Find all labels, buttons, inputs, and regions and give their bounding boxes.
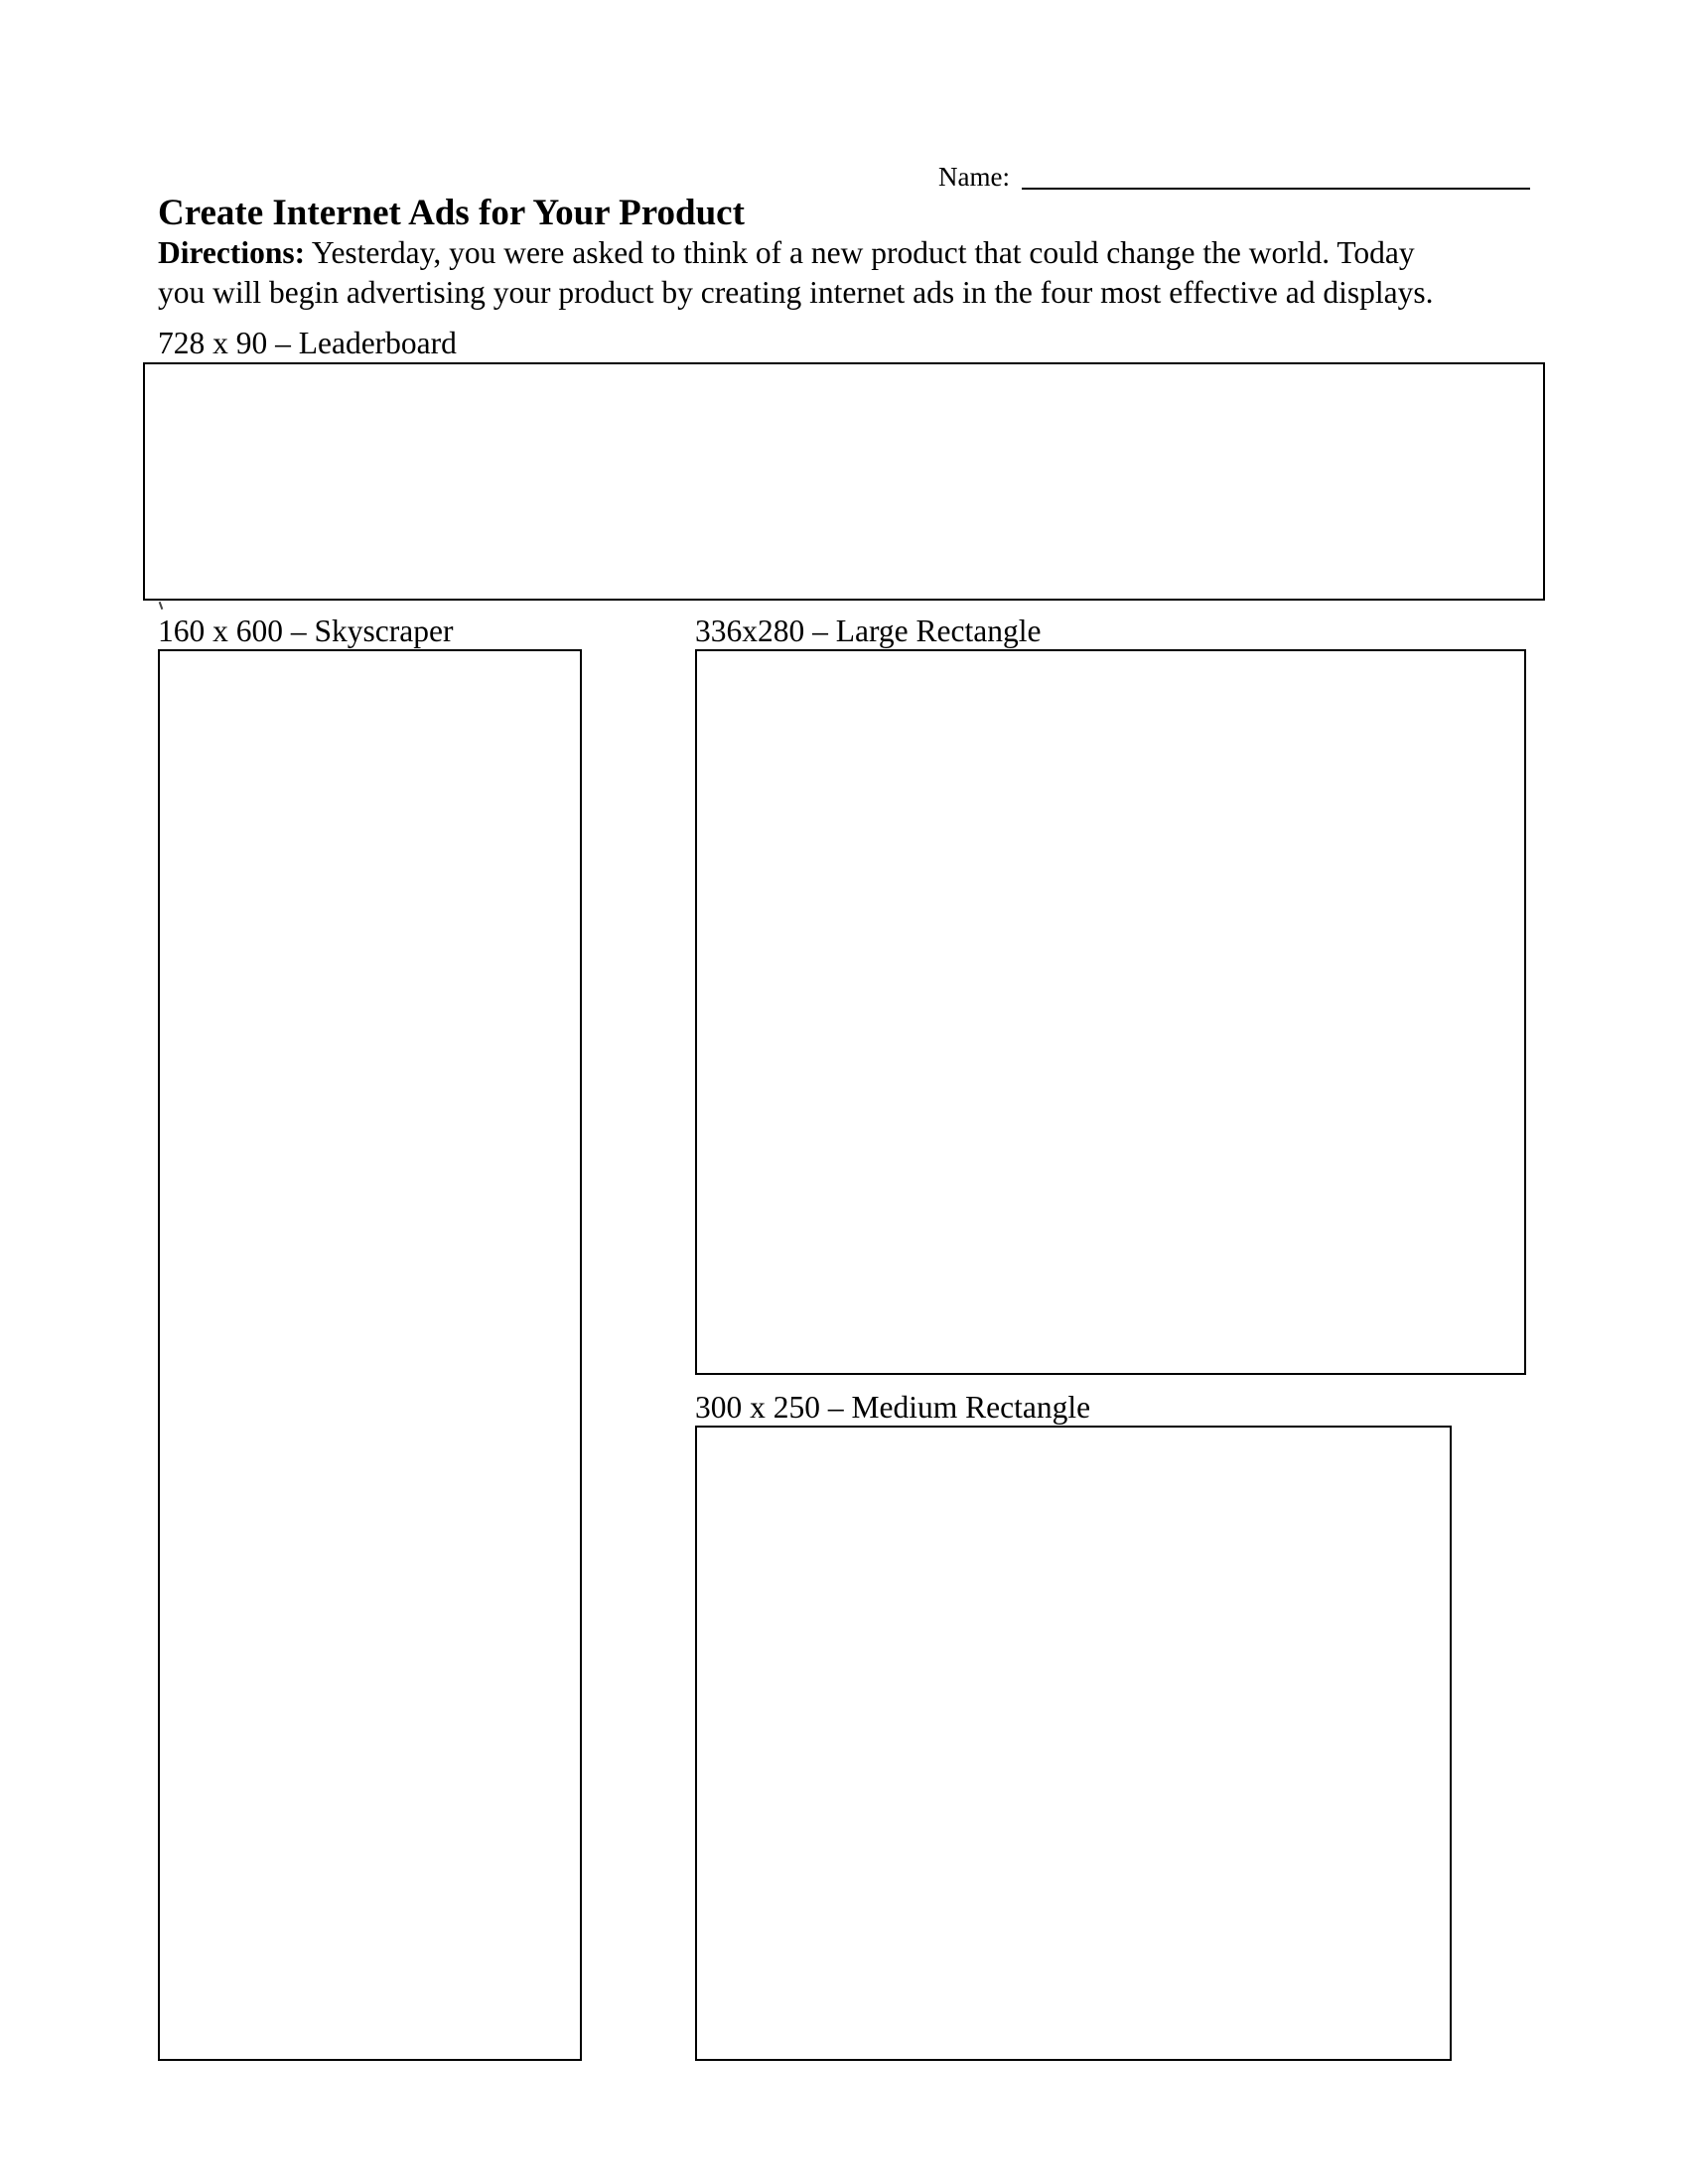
leaderboard-label: 728 x 90 – Leaderboard [158, 326, 457, 360]
name-field-row [938, 159, 1534, 195]
directions-line-2: you will begin advertising your product by creating internet ads in the four most effective ad displays. [158, 275, 1434, 310]
directions-line-1: Yesterday, you were asked to think of a new product that could change the world. Today [305, 235, 1415, 270]
large-rectangle-label: 336x280 – Large Rectangle [695, 614, 1042, 648]
medium-rectangle-ad-box[interactable] [695, 1426, 1452, 2061]
large-rectangle-ad-box[interactable] [695, 649, 1526, 1375]
worksheet-title: Create Internet Ads for Your Product [158, 193, 745, 233]
leaderboard-ad-box[interactable] [143, 362, 1545, 601]
medium-rectangle-label: 300 x 250 – Medium Rectangle [695, 1390, 1091, 1425]
name-label: Name: [938, 162, 1010, 192]
directions-lead: Directions: [158, 235, 306, 270]
stray-mark [159, 602, 164, 610]
skyscraper-ad-box[interactable] [158, 649, 582, 2061]
directions-paragraph [158, 233, 1538, 313]
skyscraper-label: 160 x 600 – Skyscraper [158, 614, 454, 648]
name-blank-line[interactable] [1022, 188, 1530, 190]
